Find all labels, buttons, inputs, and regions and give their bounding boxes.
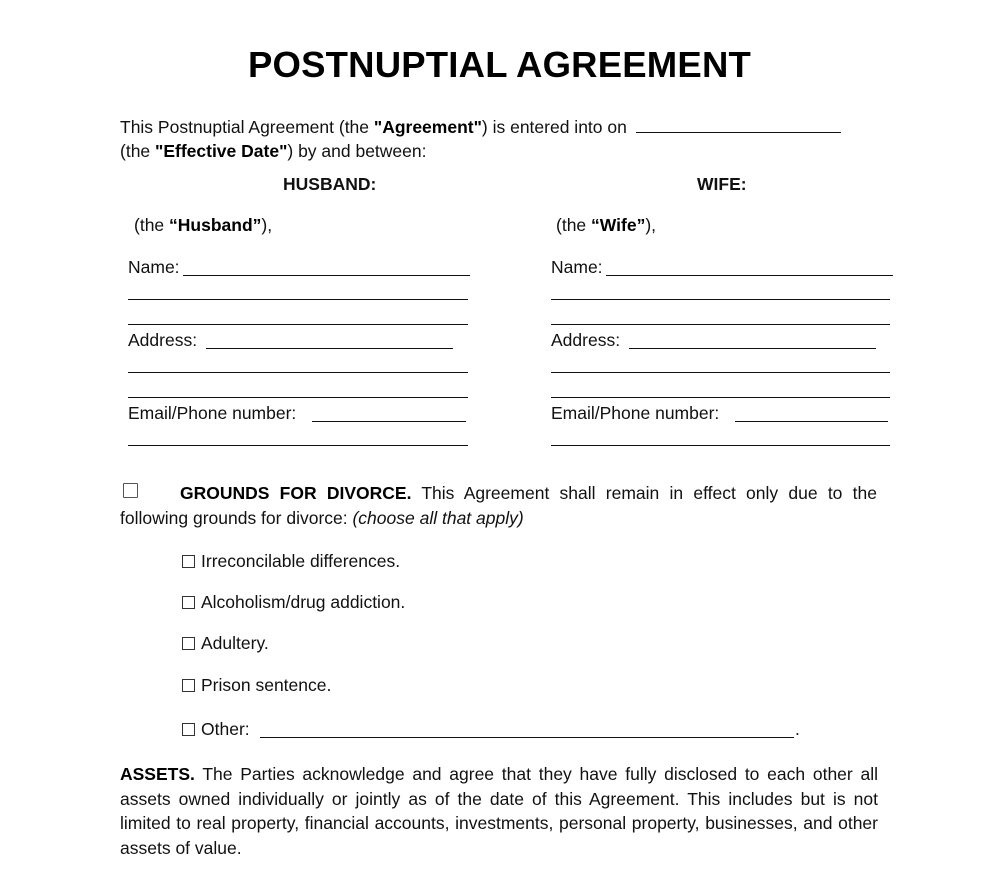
option-other[interactable] (182, 719, 250, 740)
option-label: Adultery. (201, 633, 269, 653)
wife-address-line-3[interactable] (551, 397, 890, 398)
checkbox-icon[interactable] (182, 679, 195, 692)
husband-definition (134, 215, 272, 236)
husband-contact-field[interactable] (312, 421, 466, 422)
option-label: Alcoholism/drug addiction. (201, 592, 406, 612)
intro-text: (the (120, 141, 156, 161)
wife-contact-field[interactable] (735, 421, 888, 422)
wife-contact-label: Email/Phone number: (551, 403, 720, 423)
option-label: Prison sentence. (201, 675, 332, 695)
definition-text: ), (261, 215, 273, 235)
option-label: Irreconcilable differences. (201, 551, 401, 571)
option-prison[interactable] (182, 675, 331, 696)
wife-contact-line-2[interactable] (551, 445, 890, 446)
wife-name-line-2[interactable] (551, 299, 890, 300)
husband-address-label: Address: (128, 330, 198, 350)
option-alcoholism[interactable] (182, 592, 405, 613)
wife-address-field[interactable] (629, 348, 876, 349)
wife-name-label: Name: (551, 257, 603, 277)
other-suffix: . (795, 719, 800, 739)
wife-definition (556, 215, 656, 236)
wife-address-label: Address: (551, 330, 621, 350)
agreement-term: "Agreement" (373, 117, 482, 137)
husband-contact-line-2[interactable] (128, 445, 468, 446)
assets-text: The Parties acknowledge and agree that they have fully disclosed to each other all assets owned individually or jointly as of the date of this Agreement. This includes but is not limited to real property, financial accounts, investments, personal property, businesses, and other assets of value. (120, 764, 878, 858)
husband-name-field[interactable] (183, 275, 470, 276)
husband-term: “Husband” (169, 215, 262, 235)
grounds-heading: GROUNDS FOR DIVORCE. (180, 483, 412, 503)
definition-text: ), (645, 215, 657, 235)
grounds-text: This Agreement shall remain in effect only due to the following grounds for divorce: (120, 483, 877, 528)
wife-term: “Wife” (591, 215, 646, 235)
checkbox-icon[interactable] (182, 555, 195, 568)
intro-paragraph (120, 115, 890, 163)
wife-heading: WIFE: (697, 174, 747, 194)
intro-text: This Postnuptial Agreement (the (120, 117, 374, 137)
husband-address-field[interactable] (206, 348, 453, 349)
definition-text: (the (134, 215, 170, 235)
checkbox-icon[interactable] (182, 637, 195, 650)
husband-contact-label: Email/Phone number: (128, 403, 297, 423)
other-grounds-field[interactable] (260, 737, 794, 738)
husband-name-line-3[interactable] (128, 324, 468, 325)
effective-date-term: "Effective Date" (155, 141, 288, 161)
checkbox-icon[interactable] (182, 596, 195, 609)
assets-paragraph (120, 762, 878, 860)
intro-text: ) is entered into on (481, 117, 627, 137)
checkbox-icon[interactable] (182, 723, 195, 736)
option-adultery[interactable] (182, 633, 269, 654)
husband-address-line-2[interactable] (128, 372, 468, 373)
intro-text: ) by and between: (287, 141, 427, 161)
grounds-paragraph (120, 481, 877, 531)
option-irreconcilable[interactable] (182, 551, 400, 572)
wife-name-line-3[interactable] (551, 324, 890, 325)
effective-date-field[interactable] (636, 131, 841, 133)
wife-address-line-2[interactable] (551, 372, 890, 373)
option-label: Other: (201, 719, 250, 739)
husband-address-line-3[interactable] (128, 397, 468, 398)
assets-heading: ASSETS. (120, 764, 195, 784)
grounds-instruction: (choose all that apply) (352, 508, 524, 528)
wife-name-field[interactable] (606, 275, 893, 276)
document-title: POSTNUPTIAL AGREEMENT (247, 44, 752, 85)
husband-name-line-2[interactable] (128, 299, 468, 300)
husband-heading: HUSBAND: (283, 174, 377, 194)
husband-name-label: Name: (128, 257, 180, 277)
definition-text: (the (556, 215, 592, 235)
